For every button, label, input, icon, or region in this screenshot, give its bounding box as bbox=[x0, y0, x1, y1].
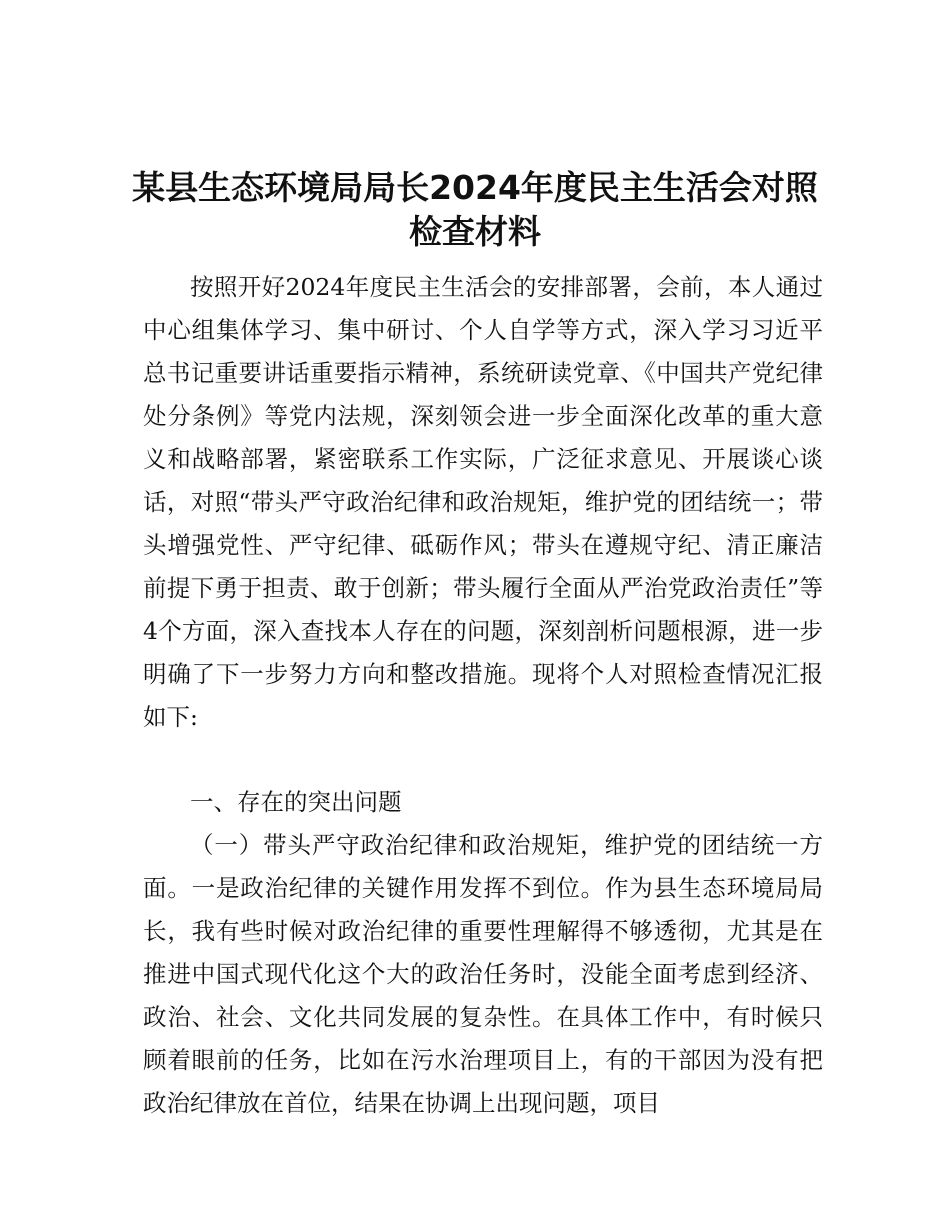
section-paragraph: （一）带头严守政治纪律和政治规矩，维护党的团结统一方面。一是政治纪律的关键作用发挥不到位。作为县生态环境局局长，我有些时候对政治纪律的重要性理解得不够透彻，尤其是在推进中国式现代化这个大的政治任务时，没能全面考虑到经济、政治、社会、文化共同发展的复杂性。在具体工作中，有时候只顾着眼前的任务，比如在污水治理项目上，有的干部因为没有把政治纪律放在首位，结果在协调上出现问题，项目 bbox=[143, 831, 823, 1117]
section-heading: 一、存在的突出问题 bbox=[190, 788, 402, 816]
intro-paragraph: 按照开好2024年度民主生活会的安排部署，会前，本人通过中心组集体学习、集中研讨、个人自学等方式，深入学习习近平总书记重要讲话重要指示精神，系统研读党章、《中国共产党纪律处分条例》等党内法规，深刻领会进一步全面深化改革的重大意义和战略部署，紧密联系工作实际，广泛征求意见、开展谈心谈话，对照“带头严守政治纪律和政治规矩，维护党的团结统一；带头增强党性、严守纪律、砥砺作风；带头在遵规守纪、清正廉洁前提下勇于担责、敢于创新；带头履行全面从严治党政治责任”等4个方面，深入查找本人存在的问题，深刻剖析问题根源，进一步明确了下一步努力方向和整改措施。现将个人对照检查情况汇报如下: bbox=[143, 273, 823, 731]
document-title-line-1: 某县生态环境局局长2024年度民主生活会对照 bbox=[132, 168, 818, 207]
document-title-line-2: 检查材料 bbox=[409, 212, 541, 251]
